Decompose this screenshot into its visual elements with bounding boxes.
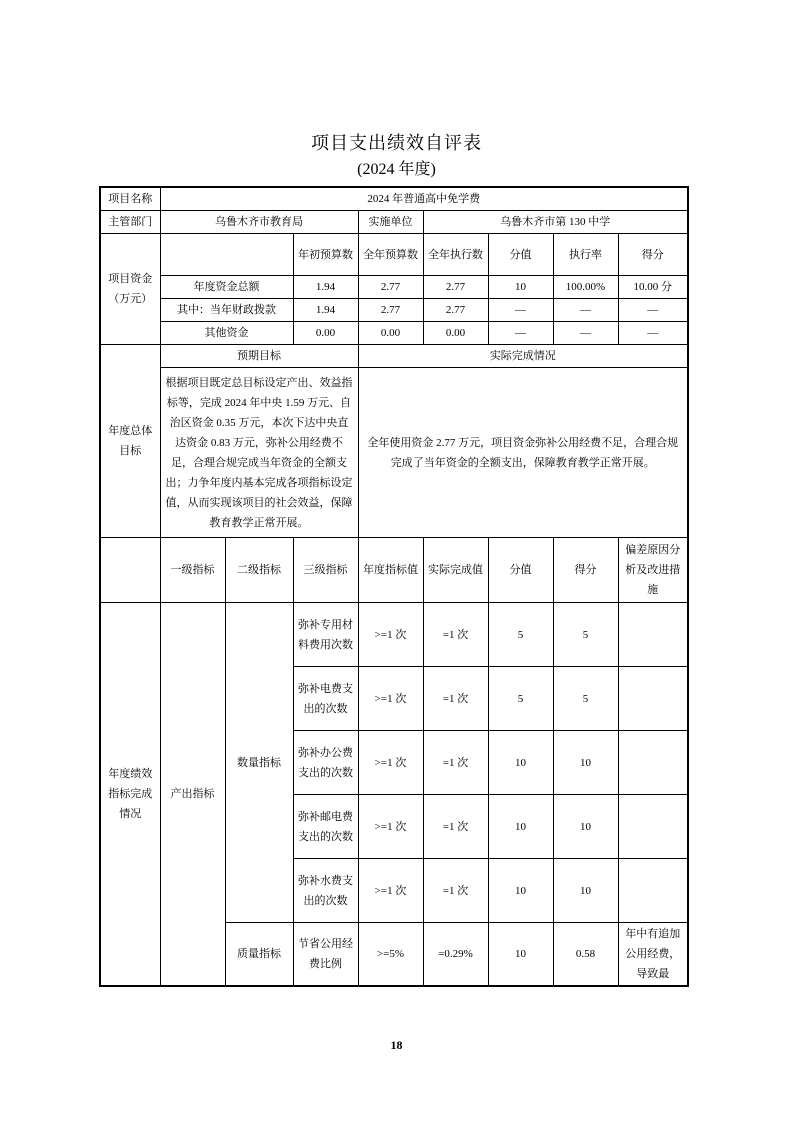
funds-total-initial: 1.94	[293, 276, 358, 299]
indicator-target: >=1 次	[358, 859, 423, 923]
funds-fiscal-initial: 1.94	[293, 299, 358, 322]
page-number: 18	[390, 1038, 403, 1052]
indicator-deviation	[618, 603, 688, 667]
funds-total-label: 年度资金总额	[160, 276, 293, 299]
indicator-name: 弥补办公费支出的次数	[293, 731, 358, 795]
indicator-target: >=1 次	[358, 731, 423, 795]
department-value: 乌鲁木齐市教育局	[160, 211, 358, 234]
funds-fiscal-label: 其中：当年财政拨款	[160, 299, 293, 322]
indicator-row-1	[100, 603, 688, 667]
funds-row-other	[100, 322, 688, 345]
funds-section-label: 项目资金（万元）	[100, 234, 160, 345]
indicator-actual: =1 次	[423, 731, 488, 795]
funds-other-annual: 0.00	[358, 322, 423, 345]
indicator-target: >=5%	[358, 923, 423, 987]
department-label: 主管部门	[100, 211, 160, 234]
expected-goal-text: 根据项目既定总目标设定产出、效益指标等，完成 2024 年中央 1.59 万元、自治区资金 0.35 万元，本次下达中央直达资金 0.83 万元，弥补公用经费不足，合理合规完成当年资金的全额支出；力争年度内基本完成各项指标设定值，从而实现该项目的社会效益，保障教育教学正常开展。	[160, 368, 358, 538]
indicator-header-actual: 实际完成值	[423, 538, 488, 603]
funds-other-execution-rate: —	[553, 322, 618, 345]
page-subtitle: (2024 年度)	[357, 161, 436, 178]
actual-completion-header: 实际完成情况	[358, 345, 688, 368]
funds-fiscal-executed: 2.77	[423, 299, 488, 322]
expected-goal-header: 预期目标	[160, 345, 358, 368]
indicators-section-label: 年度绩效指标完成情况	[100, 603, 160, 987]
funds-header-annual: 全年预算数	[358, 234, 423, 276]
indicator-actual: =1 次	[423, 667, 488, 731]
indicator-score: 0.58	[553, 923, 618, 987]
indicator-actual: =1 次	[423, 795, 488, 859]
funds-header-score-weight: 分值	[488, 234, 553, 276]
indicator-name: 弥补邮电费支出的次数	[293, 795, 358, 859]
funds-header-executed: 全年执行数	[423, 234, 488, 276]
indicator-deviation	[618, 859, 688, 923]
department-row	[100, 211, 688, 234]
level1-output-label: 产出指标	[160, 603, 225, 987]
level2-quantity-label: 数量指标	[225, 603, 293, 923]
implementer-label: 实施单位	[358, 211, 423, 234]
indicator-score: 5	[553, 667, 618, 731]
indicator-deviation	[618, 731, 688, 795]
funds-other-score-weight: —	[488, 322, 553, 345]
funds-header-empty	[160, 234, 293, 276]
project-name-row	[100, 187, 688, 211]
indicator-score-weight: 10	[488, 731, 553, 795]
indicator-header-score-weight: 分值	[488, 538, 553, 603]
annual-goal-section-label: 年度总体目标	[100, 345, 160, 538]
indicator-score-weight: 10	[488, 923, 553, 987]
funds-row-total	[100, 276, 688, 299]
indicator-name: 节省公用经费比例	[293, 923, 358, 987]
indicator-actual: =0.29%	[423, 923, 488, 987]
indicator-name: 弥补水费支出的次数	[293, 859, 358, 923]
indicator-header-level2: 二级指标	[225, 538, 293, 603]
funds-other-label: 其他资金	[160, 322, 293, 345]
indicator-header-target: 年度指标值	[358, 538, 423, 603]
indicator-header-level3: 三级指标	[293, 538, 358, 603]
implementer-value: 乌鲁木齐市第 130 中学	[423, 211, 688, 234]
indicator-name: 弥补电费支出的次数	[293, 667, 358, 731]
funds-fiscal-annual: 2.77	[358, 299, 423, 322]
indicator-deviation	[618, 795, 688, 859]
funds-header-execution-rate: 执行率	[553, 234, 618, 276]
funds-fiscal-execution-rate: —	[553, 299, 618, 322]
indicator-name: 弥补专用材料费用次数	[293, 603, 358, 667]
indicator-deviation	[618, 667, 688, 731]
project-name-label: 项目名称	[100, 187, 160, 211]
indicator-target: >=1 次	[358, 603, 423, 667]
indicator-header-score: 得分	[553, 538, 618, 603]
funds-total-score: 10.00 分	[618, 276, 688, 299]
page-title: 项目支出绩效自评表	[311, 133, 482, 153]
funds-row-fiscal	[100, 299, 688, 322]
indicator-header-level1: 一级指标	[160, 538, 225, 603]
indicator-score-weight: 5	[488, 603, 553, 667]
funds-total-annual: 2.77	[358, 276, 423, 299]
actual-completion-text: 全年使用资金 2.77 万元，项目资金弥补公用经费不足，合理合规完成了当年资金的全额支出，保障教育教学正常开展。	[358, 368, 688, 538]
indicator-score-weight: 5	[488, 667, 553, 731]
funds-total-score-weight: 10	[488, 276, 553, 299]
goal-header-row	[100, 345, 688, 368]
indicator-score-weight: 10	[488, 795, 553, 859]
indicator-header-deviation: 偏差原因分析及改进措施	[618, 538, 688, 603]
funds-header-row	[100, 234, 688, 276]
indicator-target: >=1 次	[358, 667, 423, 731]
funds-other-executed: 0.00	[423, 322, 488, 345]
indicator-score: 10	[553, 859, 618, 923]
indicator-header-empty	[100, 538, 160, 603]
indicator-actual: =1 次	[423, 859, 488, 923]
funds-fiscal-score: —	[618, 299, 688, 322]
funds-header-score: 得分	[618, 234, 688, 276]
indicator-actual: =1 次	[423, 603, 488, 667]
level2-quality-label: 质量指标	[225, 923, 293, 987]
funds-header-initial: 年初预算数	[293, 234, 358, 276]
funds-total-execution-rate: 100.00%	[553, 276, 618, 299]
project-name-value: 2024 年普通高中免学费	[160, 187, 688, 211]
goal-body-row	[100, 368, 688, 538]
indicator-header-row	[100, 538, 688, 603]
indicator-score: 5	[553, 603, 618, 667]
indicator-score-weight: 10	[488, 859, 553, 923]
indicator-score: 10	[553, 731, 618, 795]
self-evaluation-table	[99, 186, 689, 987]
funds-total-executed: 2.77	[423, 276, 488, 299]
indicator-deviation: 年中有追加公用经费，导致最	[618, 923, 688, 987]
funds-other-initial: 0.00	[293, 322, 358, 345]
indicator-target: >=1 次	[358, 795, 423, 859]
funds-fiscal-score-weight: —	[488, 299, 553, 322]
funds-other-score: —	[618, 322, 688, 345]
indicator-score: 10	[553, 795, 618, 859]
